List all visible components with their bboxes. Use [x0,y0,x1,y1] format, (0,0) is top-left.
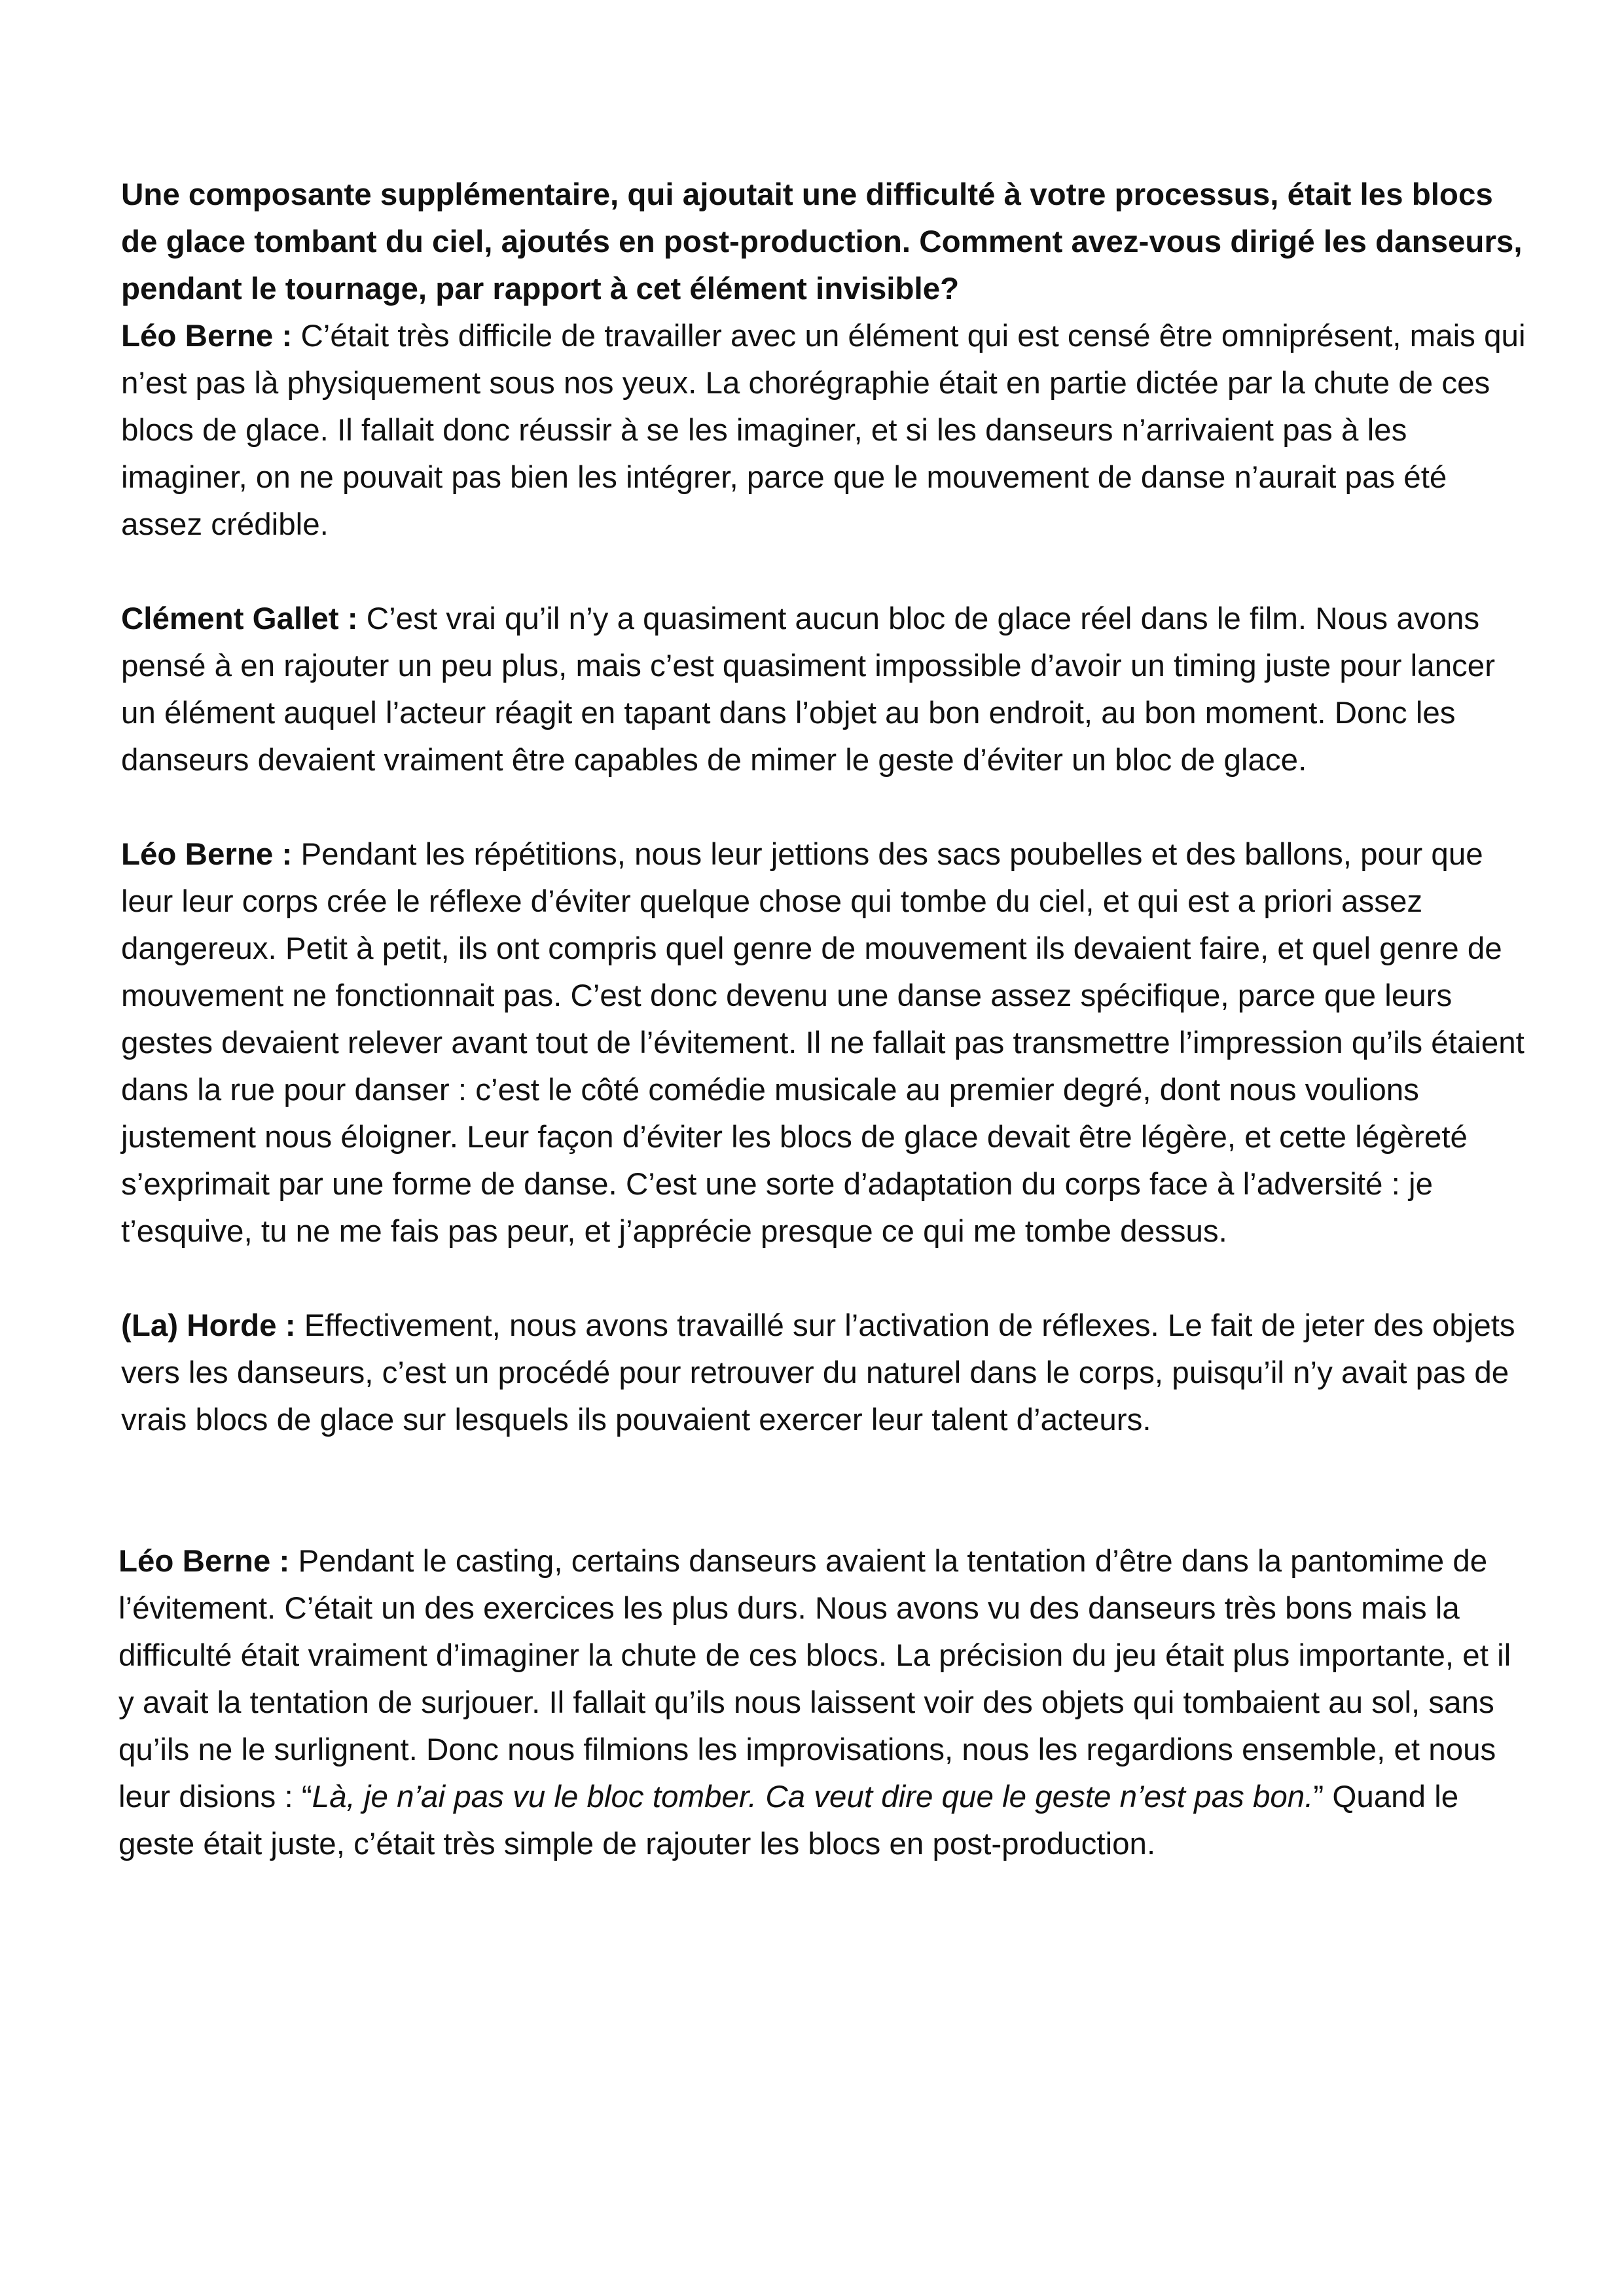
answer-text: Pendant le casting, certains danseurs avaient la tentation d’être dans la pantomime de l’évitement. C’était un des exercices les plus durs. Nous avons vu des danseurs très bons mais la difficulté était vraiment d’imaginer la chute de ces blocs. La précision du jeu était plus importante, et il y avait la tentation de surjouer. Il fallait qu’ils nous laissent voir des objets qui tombaient au sol, sans qu’ils ne le surlignent. Donc nous filmions les improvisations, nous les regardions ensemble, et nous leur disions : “ [118,1544,1511,1814]
answer-text-end: ” Quand le geste était juste, c’était très simple de rajouter les blocs en post-production. [118,1780,1459,1861]
answer-leo-berne-2 [121,831,1528,1255]
speaker-name: Léo Berne : [121,837,293,872]
answer-text: Effectivement, nous avons travaillé sur l’activation de réflexes. Le fait de jeter des objets vers les danseurs, c’est un procédé pour retrouver du naturel dans le corps, puisqu’il n’y avait pas de vrais blocs de glace sur lesquels ils pouvaient exercer leur talent d’acteurs. [121,1308,1515,1437]
answer-text: C’était très difficile de travailler avec un élément qui est censé être omniprésent, mais qui n’est pas là physiquement sous nos yeux. La chorégraphie était en partie dictée par la chute de ces blocs de glace. Il fallait donc réussir à se les imaginer, et si les danseurs n’arrivaient pas à les imaginer, on ne pouvait pas bien les intégrer, parce que le mouvement de danse n’aurait pas été assez crédible. [121,319,1526,542]
speaker-name: (La) Horde : [121,1308,296,1343]
answer-text: Pendant les répétitions, nous leur jettions des sacs poubelles et des ballons, pour que leur leur corps crée le réflexe d’éviter quelque chose qui tombe du ciel, et qui est a priori assez dangereux. Petit à petit, ils ont compris quel genre de mouvement ils devaient faire, et quel genre de mouvement ne fonctionnait pas. C’est donc devenu une danse assez spécifique, parce que leurs gestes devaient relever avant tout de l’évitement. Il ne fallait pas transmettre l’impression qu’ils étaient dans la rue pour danser : c’est le côté comédie musicale au premier degré, dont nous voulions justement nous éloigner. Leur façon d’éviter les blocs de glace devait être légère, et cette légèreté s’exprimait par une forme de danse. C’est une sorte d’adaptation du corps face à l’adversité : je t’esquive, tu ne me fais pas peur, et j’apprécie presque ce qui me tombe dessus. [121,837,1525,1249]
quoted-text: Là, je n’ai pas vu le bloc tomber. Ca veut dire que le geste n’est pas bon. [312,1780,1314,1814]
answer-la-horde [121,1302,1528,1444]
speaker-name: Léo Berne : [118,1544,290,1579]
interview-question: Une composante supplémentaire, qui ajoutait une difficulté à votre processus, était les blocs de glace tombant du ciel, ajoutés en post-production. Comment avez-vous dirigé les danseurs, pendant le tournage, par rapport à cet élément invisible? [121,177,1523,306]
answer-leo-berne-1 [121,313,1528,548]
answer-text: C’est vrai qu’il n’y a quasiment aucun bloc de glace réel dans le film. Nous avons pensé à en rajouter un peu plus, mais c’est quasiment impossible d’avoir un timing juste pour lancer un élément auquel l’acteur réagit en tapant dans l’objet au bon endroit, au bon moment. Donc les danseurs devaient vraiment être capables de mimer le geste d’éviter un bloc de glace. [121,601,1496,778]
answer-clement-gallet [121,596,1528,784]
speaker-name: Léo Berne : [121,319,293,353]
interview-page [118,171,1528,1868]
answer-leo-berne-3 [118,1538,1528,1868]
speaker-name: Clément Gallet : [121,601,358,636]
